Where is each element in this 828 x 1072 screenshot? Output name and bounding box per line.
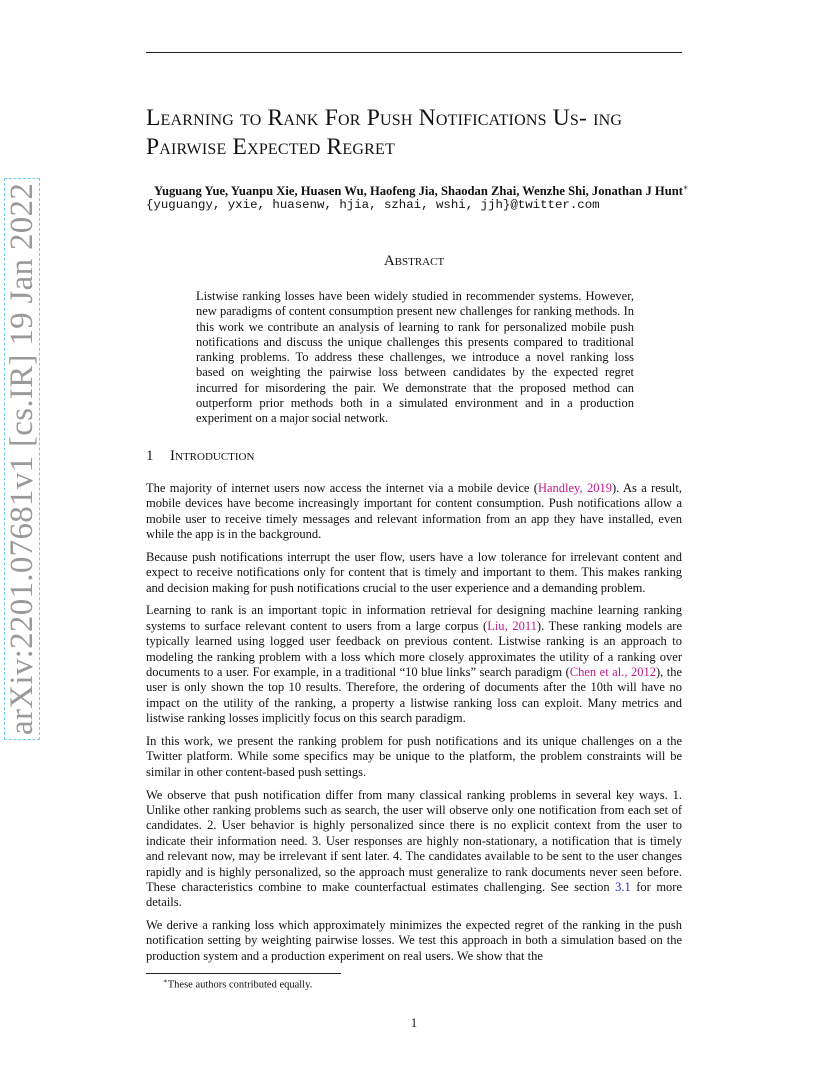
paragraph-text: The majority of internet users now access the internet via a mobile device ( <box>146 481 538 495</box>
paragraph-text: We observe that push notification differ from many classical ranking problems in several key ways. 1. Unlike other ranking problems such as search, the user will observe only one notification from each set of candidates. 2. User behavior is highly personalized since there is no explicit context from the user to indicate their information need. 3. User responses are highly non-stationary, a notification that is timely and relevant now, may be irrelevant if sent later. 4. The candidates available to be sent to the user changes rapidly and is highly personalized, so the approach must generalize to rank documents never seen before. These characteristics combine to make counterfactual estimates challenging. See section <box>146 787 682 894</box>
paragraph-text: ), the user is only shown the top 10 results. Therefore, the ordering of documents after the 10th will have no impact on the utility of the ranking, a property a listwise ranking loss can exploit. Many metrics and listwise ranking losses implicitly focus on this search paradigm. <box>146 665 683 726</box>
author-emails: {yuguangy, yxie, huasenw, hjia, szhai, wshi, jjh}@twitter.com <box>146 198 600 212</box>
paragraph-3 <box>146 603 682 726</box>
page-number: 1 <box>410 1016 418 1030</box>
section-reference-link[interactable]: 3.1 <box>615 879 631 894</box>
citation-link[interactable]: Chen et al., 2012 <box>569 665 656 680</box>
section-number: 1 <box>146 448 154 464</box>
citation-link[interactable]: Liu, 2011 <box>487 618 537 633</box>
paragraph-5 <box>146 788 682 911</box>
footnote-text: These authors contributed equally. <box>167 979 313 991</box>
paragraph-6: We derive a ranking loss which approximately minimizes the expected regret of the ranking in the push notification setting by weighting pairwise losses. We test this approach in both a simulation based on the production system and a production experiment on real users. We show that the <box>146 918 682 963</box>
paper-title: Learning to Rank For Push Notifications Us- ing Pairwise Expected Regret <box>146 105 623 160</box>
top-rule <box>146 52 682 53</box>
section-heading <box>146 448 254 465</box>
paragraph-text: Learning to rank is an important topic in information retrieval for designing machine learning ranking systems to surface relevant content to users from a large corpus ( <box>146 603 682 633</box>
authors-text: Yuguang Yue, Yuanpu Xie, Huasen Wu, Haofeng Jia, Shaodan Zhai, Wenzhe Shi, Jonathan J Hunt <box>154 184 683 199</box>
paragraph-text: for more details. <box>146 879 683 910</box>
footnote-rule <box>146 973 341 974</box>
abstract-text: Listwise ranking losses have been widely studied in recommender systems. However, new paradigms of content consumption present new challenges for ranking methods. In this work we contribute an analysis of learning to rank for personalized mobile push notifications and discuss the unique challenges this presents compared to traditional ranking problems. To address these challenges, we introduce a novel ranking loss based on weighting the pairwise loss between candidates by the expected regret incurred for misordering the pair. We demonstrate that the proposed method can outperform prior methods both in a simulated environment and in a production experiment on a major social network. <box>196 289 634 426</box>
footnote <box>163 977 312 991</box>
abstract-heading: Abstract <box>383 253 445 269</box>
paragraph-4: In this work, we present the ranking problem for push notifications and its unique challenges on a the Twitter platform. While some specifics may be unique to the platform, the problem constraints will be similar in other content-based push settings. <box>146 733 682 779</box>
paragraph-2: Because push notifications interrupt the user flow, users have a low tolerance for irrelevant content and expect to receive notifications only for content that is timely and important to them. This makes ranking and decision making for push notifications crucial to the user experience and a demanding problem. <box>146 549 682 595</box>
section-title: Introduction <box>170 448 255 464</box>
citation-link[interactable]: Handley, 2019 <box>537 481 612 495</box>
author-list <box>154 183 688 199</box>
arxiv-identifier-stamp: arXiv:2201.07681v1 [cs.IR] 19 Jan 2022 <box>4 178 40 740</box>
paragraph-text: ). These ranking models are typically learned using logged user feedback on previous content. Listwise ranking is an approach to modeling the ranking problem with a loss which more closely approximates the utility of a ranking over documents to a user. For example, in a traditional “10 blue links” search paradigm ( <box>146 618 683 680</box>
author-footnote-marker: ∗ <box>682 183 689 192</box>
body-text <box>146 481 682 972</box>
paragraph-text: ). As a result, mobile devices have become increasingly important for content consumption. Push notifications allow a mobile user to receive timely messages and relevant information from an app they have installed, even while the app is in the background. <box>146 481 682 542</box>
footnote-marker: ∗ <box>163 977 168 985</box>
paragraph-1 <box>146 481 682 543</box>
